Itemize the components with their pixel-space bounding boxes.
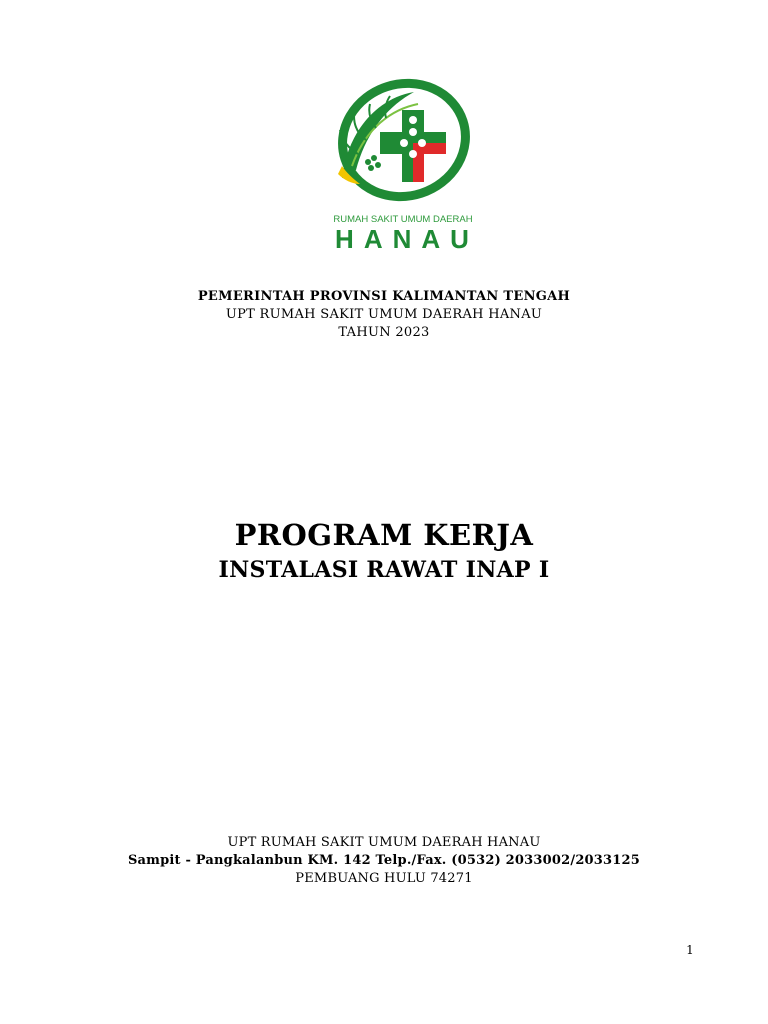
header-block <box>0 288 768 342</box>
header-line-province: PEMERINTAH PROVINSI KALIMANTAN TENGAH <box>197 289 571 304</box>
footer-line-hospital: UPT RUMAH SAKIT UMUM DAERAH HANAU <box>227 835 541 850</box>
logo-name: HANAU <box>335 224 479 254</box>
title-block <box>0 515 768 585</box>
footer-line-address: Sampit - Pangkalanbun KM. 142 Telp./Fax. (0532) 2033002/2033125 <box>127 853 641 868</box>
page-number: 1 <box>686 943 694 957</box>
document-subtitle: INSTALASI RAWAT INAP I <box>218 557 550 583</box>
logo-caption <box>318 214 488 252</box>
footer-block <box>0 834 768 888</box>
logo-subtitle: RUMAH SAKIT UMUM DAERAH <box>333 214 473 225</box>
header-line-year: TAHUN 2023 <box>338 325 430 340</box>
document-title: PROGRAM KERJA <box>234 518 534 552</box>
footer-line-city: PEMBUANG HULU 74271 <box>295 871 473 886</box>
header-line-hospital: UPT RUMAH SAKIT UMUM DAERAH HANAU <box>225 307 543 322</box>
hospital-logo-icon <box>318 70 488 215</box>
